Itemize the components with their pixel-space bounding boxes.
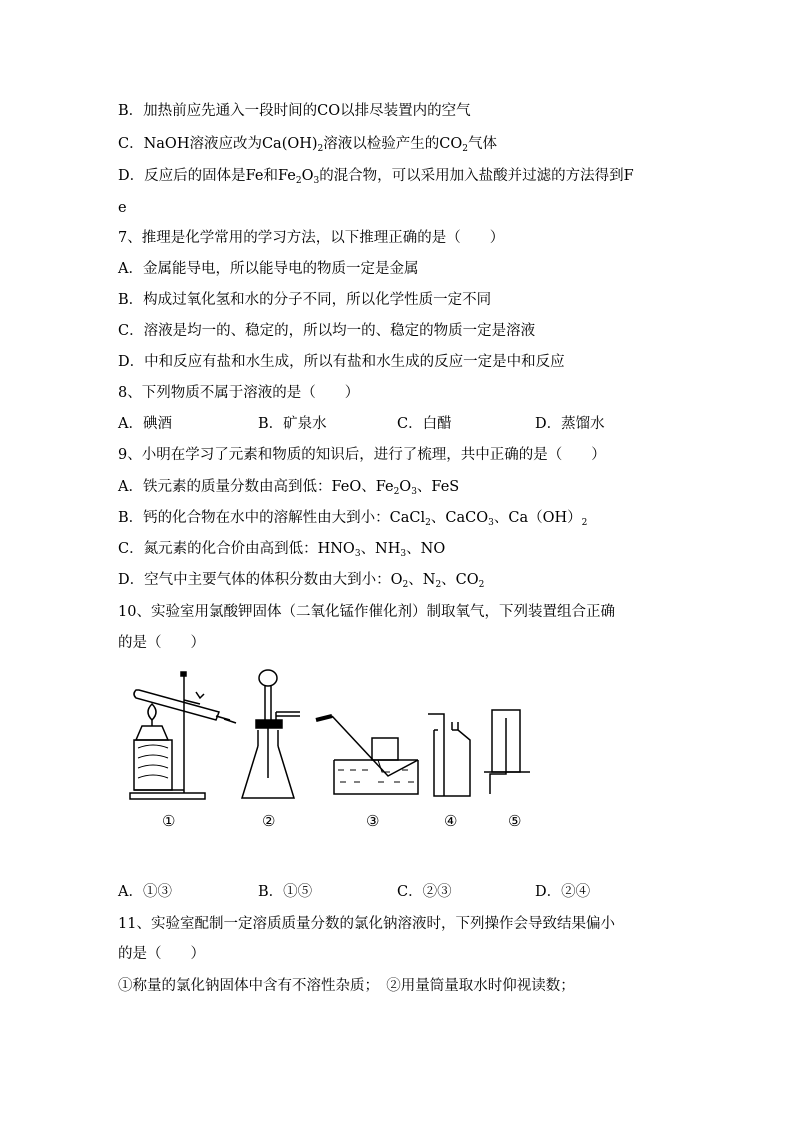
- q8-option-b: B．矿泉水: [258, 416, 327, 432]
- apparatus-drawing: [118, 668, 678, 843]
- q7-option-c: C．溶液是均一的、稳定的，所以均一的、稳定的物质一定是溶液: [118, 323, 536, 339]
- q6-option-c: C．NaOH溶液应改为$Ca(OH)_2$溶液以检验产生的$CO_2$气体: [118, 136, 497, 154]
- label-4: ④: [444, 812, 458, 830]
- label-5: ⑤: [508, 812, 522, 830]
- q10-option-d: D．②④: [535, 884, 591, 900]
- apparatus-1-heating-stand: [130, 672, 236, 799]
- q8-option-d: D．蒸馏水: [535, 416, 605, 432]
- q9-stem: 9、小明在学习了元素和物质的知识后，进行了梳理，共中正确的是（ ）: [118, 447, 606, 463]
- q6-option-b: B．加热前应先通入一段时间的CO以排尽装置内的空气: [118, 103, 471, 119]
- q8-option-c: C．白醋: [397, 416, 452, 432]
- q10-stem-line1: 10、实验室用氯酸钾固体（二氧化锰作催化剂）制取氧气，下列装置组合正确: [118, 604, 615, 620]
- q7-option-a: A．金属能导电，所以能导电的物质一定是金属: [118, 261, 419, 277]
- q11-items: ①称量的氯化钠固体中含有不溶性杂质； ②用量筒量取水时仰视读数；: [118, 978, 575, 994]
- apparatus-2-conical-flask: [242, 670, 300, 798]
- label-3: ③: [366, 812, 380, 830]
- label-2: ②: [262, 812, 276, 830]
- label-1: ①: [162, 812, 176, 830]
- q10-stem-line2: 的是（ ）: [118, 635, 205, 651]
- q7-option-b: B．构成过氧化氢和水的分子不同，所以化学性质一定不同: [118, 292, 492, 308]
- q7-option-d: D．中和反应有盐和水生成，所以有盐和水生成的反应一定是中和反应: [118, 354, 565, 370]
- q11-stem-line1: 11、实验室配制一定溶质质量分数的氯化钠溶液时，下列操作会导致结果偏小: [118, 916, 615, 932]
- q8-option-a: A．碘酒: [118, 416, 172, 432]
- q8-stem: 8、下列物质不属于溶液的是（ ）: [118, 385, 360, 401]
- q11-stem-line2: 的是（ ）: [118, 946, 205, 962]
- q7-stem: 7、推理是化学常用的学习方法，以下推理正确的是（ ）: [118, 230, 505, 246]
- q9-option-d: D．空气中主要气体的体积分数由大到小：$O_2$、$N_2$、$CO_2$: [118, 572, 485, 590]
- apparatus-3-water-trough: [316, 716, 418, 794]
- q10-option-a: A．①③: [118, 884, 172, 900]
- q10-option-b: B．①⑤: [258, 884, 313, 900]
- q6-option-d: D．反应后的固体是Fe和$Fe_2O_3$的混合物，可以采用加入盐酸并过滤的方法得到F: [118, 168, 634, 186]
- q10-option-c: C．②③: [397, 884, 452, 900]
- q9-option-a: A．铁元素的质量分数由高到低：FeO、$Fe_2O_3$、FeS: [118, 479, 460, 497]
- apparatus-4-gas-bottle: [428, 714, 470, 796]
- q9-option-b: B．钙的化合物在水中的溶解性由大到小：CaCl$_2$、CaCO$_3$、$Ca(OH)_2$: [118, 510, 588, 528]
- apparatus-figure: [118, 668, 678, 843]
- q6-option-d-wrap: e: [118, 200, 127, 216]
- q9-option-c: C．氮元素的化合价由高到低：$HNO_3$、$NH_3$、NO: [118, 541, 446, 559]
- apparatus-5-inverted-bottle: [484, 710, 530, 794]
